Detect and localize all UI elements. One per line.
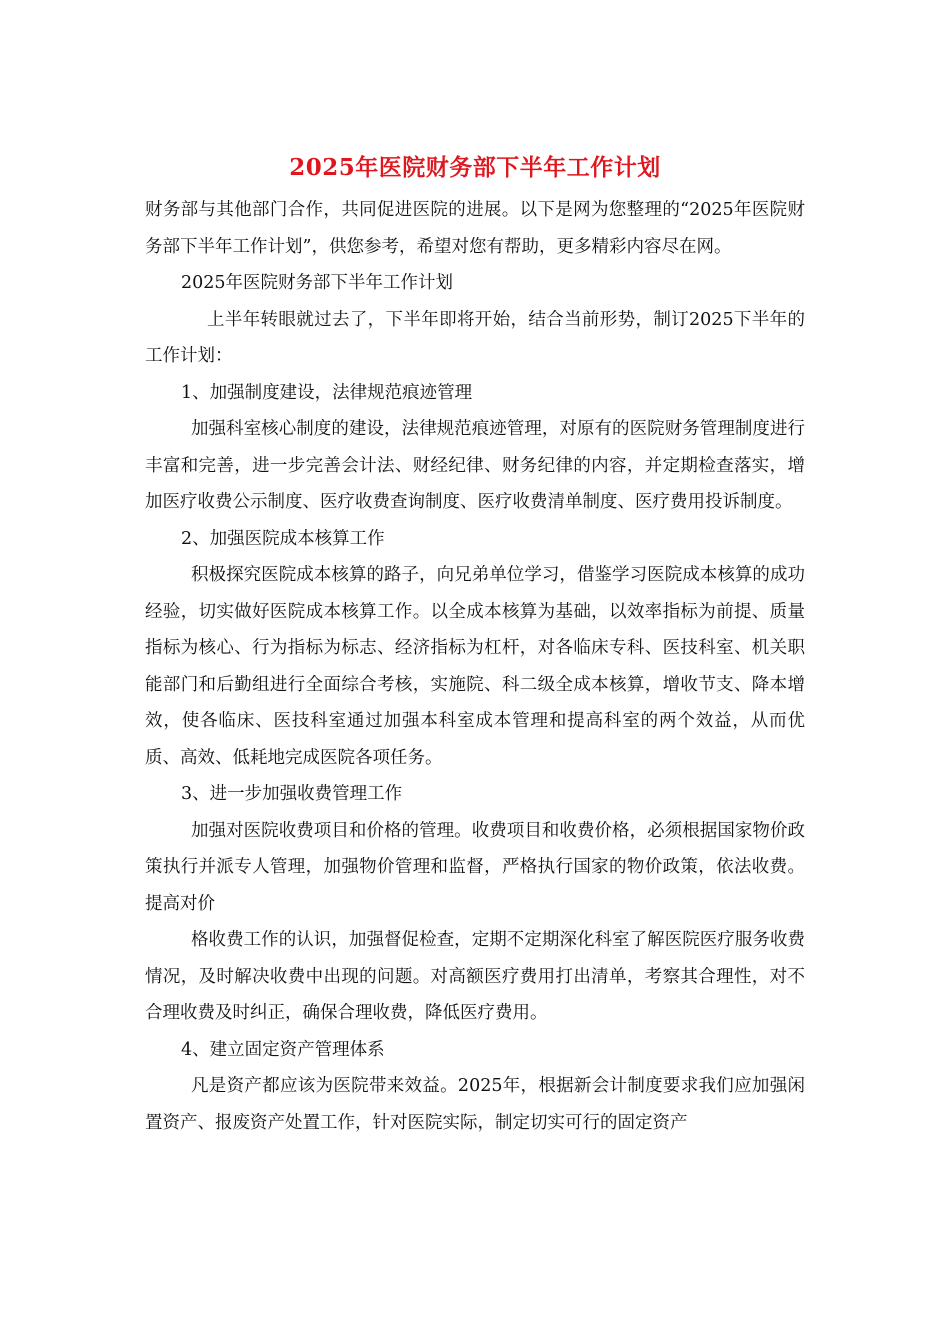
section-heading: 4、建立固定资产管理体系	[181, 1039, 385, 1060]
body-paragraph: 格收费工作的认识，加强督促检查，定期不定期深化科室了解医院医疗服务收费情况，及时解决收费中出现的问题。对高额医疗费用打出清单，考察其合理性，对不合理收费及时纠正，确保合理收费，降低医疗费用。	[145, 930, 805, 1023]
section-heading: 2025年医院财务部下半年工作计划	[181, 273, 454, 293]
body-paragraph: 加强科室核心制度的建设，法律规范痕迹管理，对原有的医院财务管理制度进行丰富和完善，进一步完善会计法、财经纪律、财务纪律的内容，并定期检查落实，增加医疗收费公示制度、医疗收费查询制度、医疗收费清单制度、医疗费用投诉制度。	[145, 419, 805, 512]
section-heading: 3、进一步加强收费管理工作	[181, 784, 403, 804]
body-paragraph: 加强对医院收费项目和价格的管理。收费项目和收费价格，必须根据国家物价政策执行并派专人管理，加强物价管理和监督，严格执行国家的物价政策，依法收费。提高对价	[145, 820, 805, 914]
document-title: 2025年医院财务部下半年工作计划	[289, 154, 661, 181]
document-body	[145, 192, 805, 1141]
body-paragraph: 上半年转眼就过去了，下半年即将开始，结合当前形势，制订2025下半年的工作计划：	[145, 309, 805, 366]
body-paragraph: 凡是资产都应该为医院带来效益。2025年，根据新会计制度要求我们应加强闲置资产、报废资产处置工作，针对医院实际，制定切实可行的固定资产	[145, 1076, 805, 1133]
intro-paragraph: 财务部与其他部门合作，共同促进医院的进展。以下是网为您整理的“2025年医院财务部下半年工作计划”，供您参考，希望对您有帮助，更多精彩内容尽在网。	[145, 200, 805, 257]
section-heading: 1、加强制度建设，法律规范痕迹管理	[181, 382, 473, 403]
body-paragraph: 积极探究医院成本核算的路子，向兄弟单位学习，借鉴学习医院成本核算的成功经验，切实做好医院成本核算工作。以全成本核算为基础，以效率指标为前提、质量指标为核心、行为指标为标志、经济指标为杠杆，对各临床专科、医技科室、机关职能部门和后勤组进行全面综合考核，实施院、科二级全成本核算，增收节支、降本增效，使各临床、医技科室通过加强本科室成本管理和提高科室的两个效益，从而优质、高效、低耗地完成医院各项任务。	[145, 565, 805, 768]
section-heading: 2、加强医院成本核算工作	[181, 528, 385, 549]
